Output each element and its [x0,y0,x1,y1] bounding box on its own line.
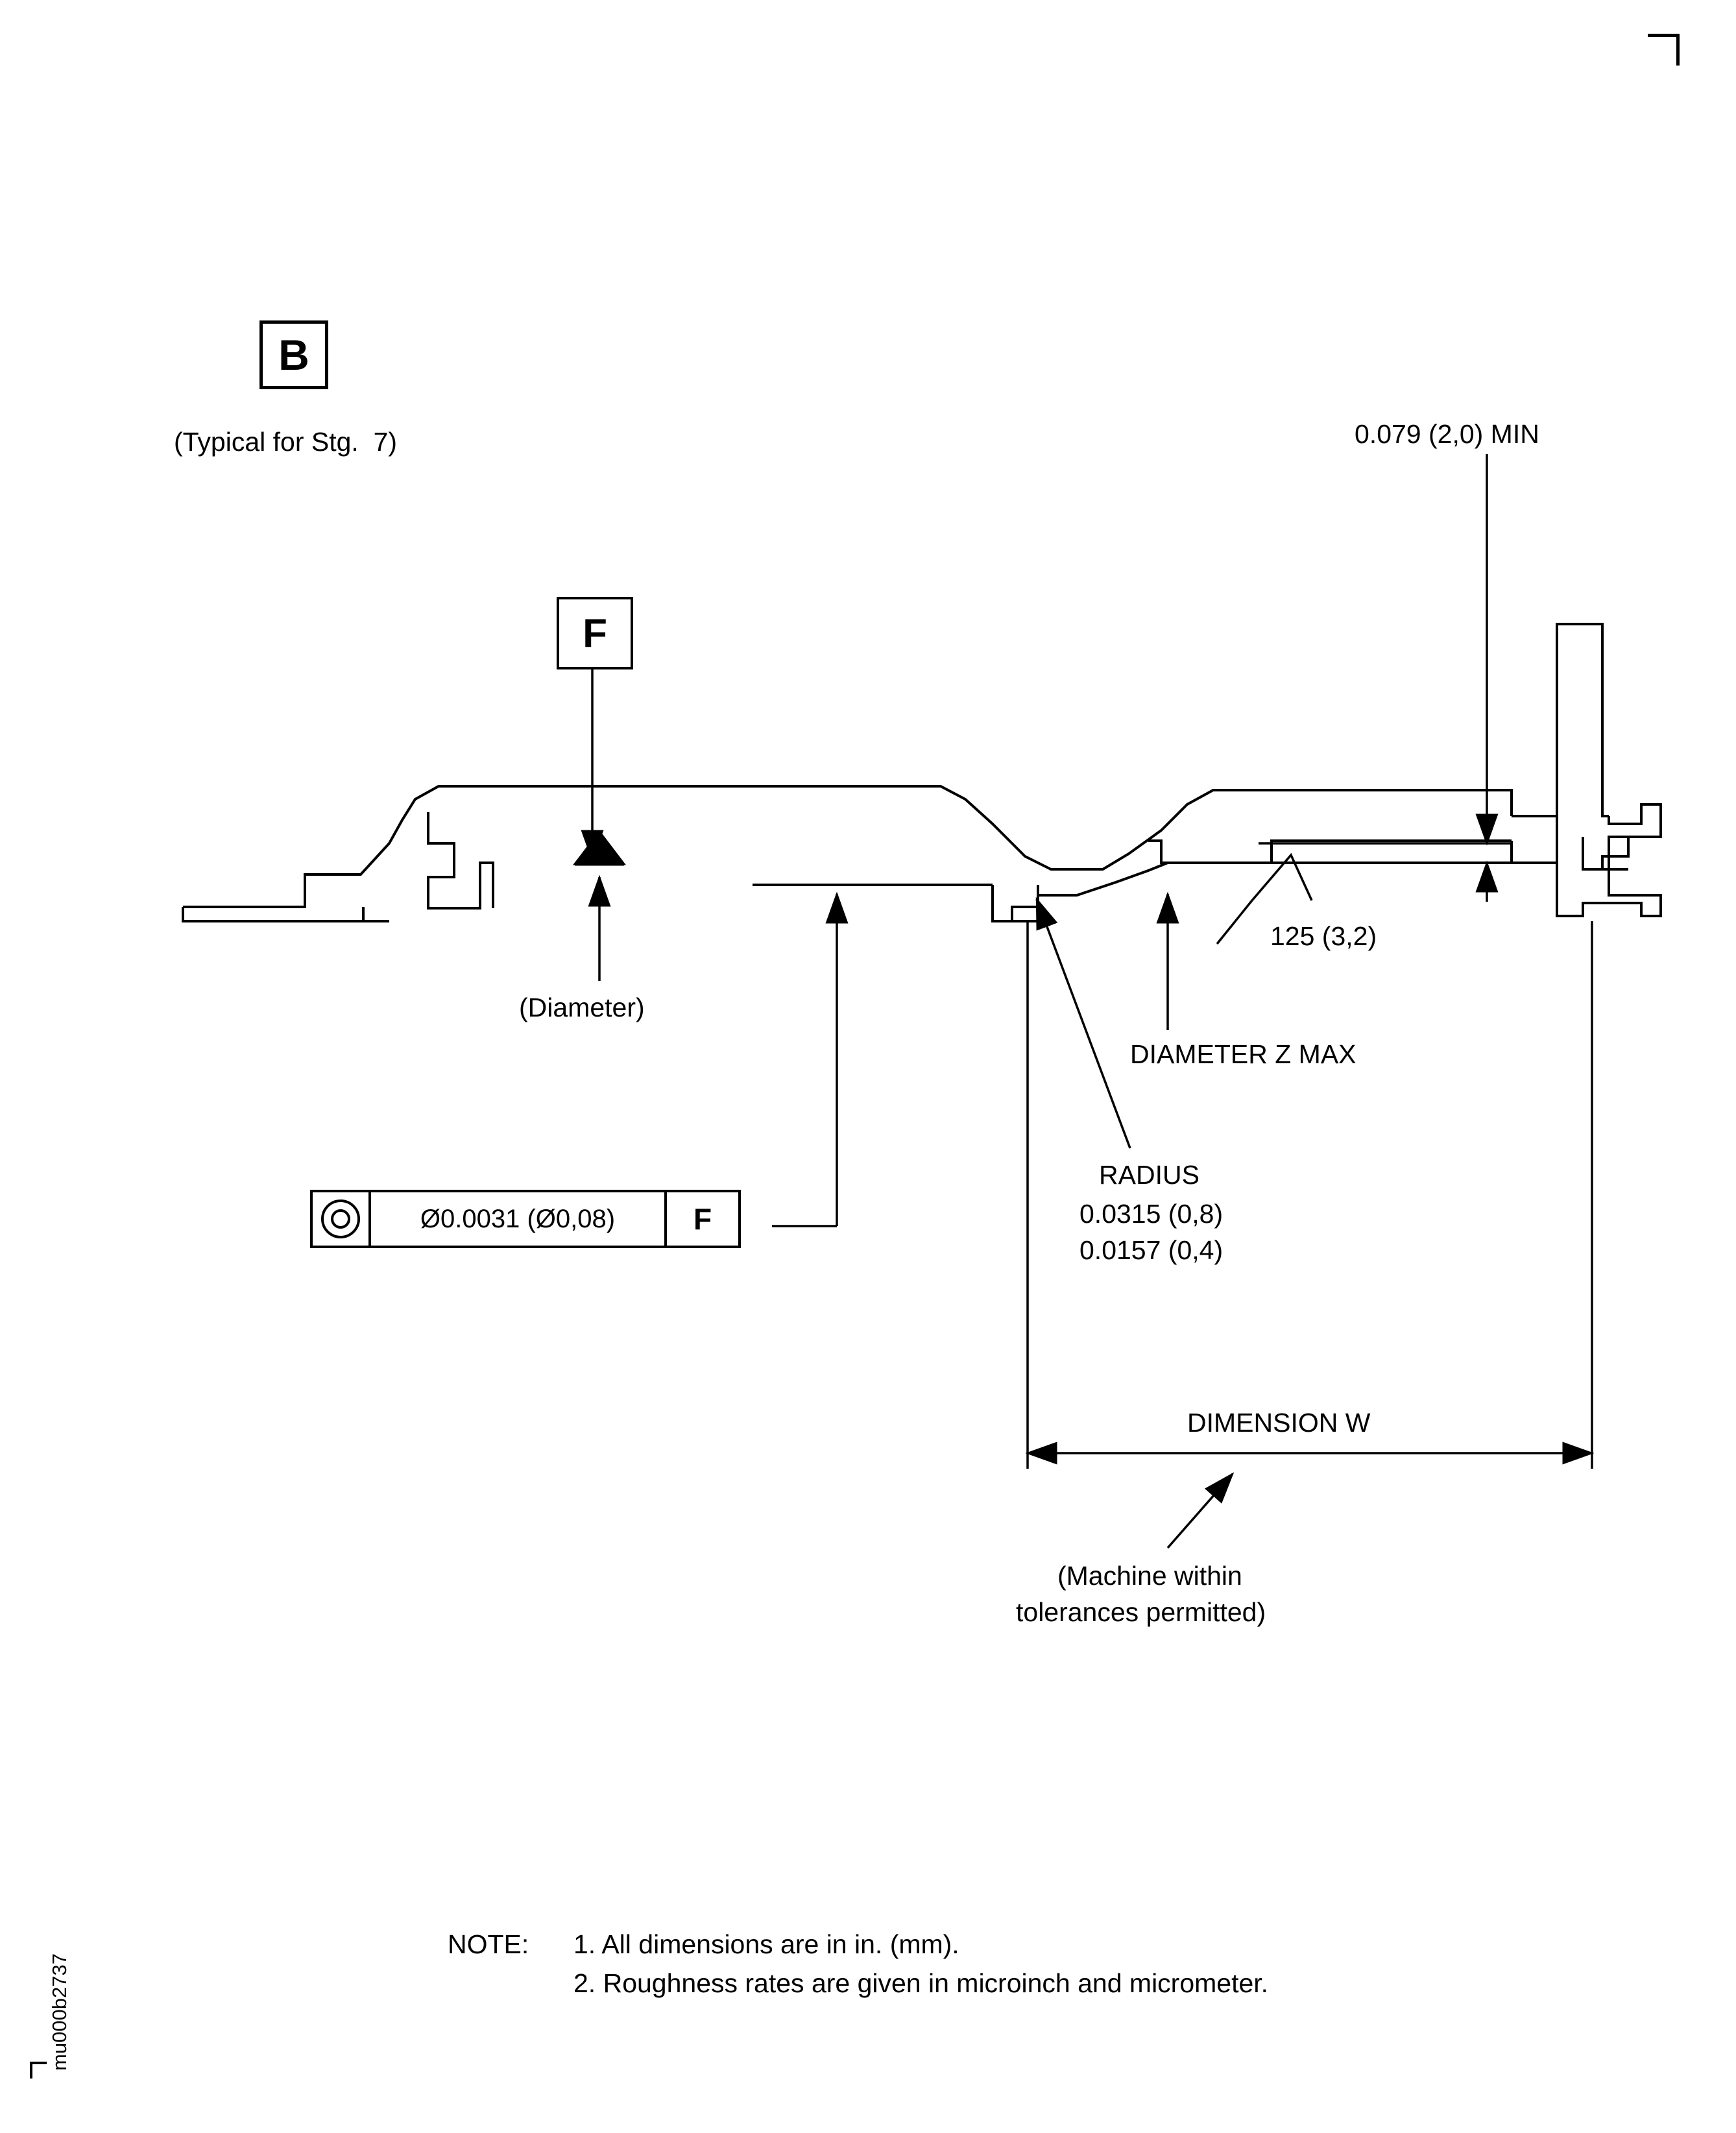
note-item-2: 2. Roughness rates are given in microinch and micrometer. [573,1968,1269,1998]
dimension-w-label: DIMENSION W [1187,1408,1371,1438]
drawing-id-label: mu000b2737 [48,1953,71,2071]
diameter-note: (Diameter) [519,993,645,1022]
notes-label: NOTE: [448,1929,529,1959]
fcf-tolerance-value: Ø0.0031 (Ø0,08) [371,1192,667,1246]
radius-min-value: 0.0157 (0,4) [1079,1235,1224,1265]
min-thickness-callout: 0.079 (2,0) MIN [1355,419,1539,449]
surface-finish-callout: 125 (3,2) [1270,921,1377,951]
datum-feature-f-letter: F [583,610,607,656]
datum-b-letter: B [278,331,309,379]
diameter-z-max-callout: DIAMETER Z MAX [1130,1039,1356,1069]
machine-note-line-2: tolerances permitted) [1016,1597,1266,1627]
radius-max-value: 0.0315 (0,8) [1079,1199,1224,1229]
machine-note-line-1: (Machine within [1057,1561,1242,1591]
radius-title: RADIUS [1099,1160,1200,1190]
datum-b-caption: (Typical for Stg. 7) [174,427,398,457]
note-item-1: 1. All dimensions are in in. (mm). [573,1929,959,1959]
fcf-datum-reference: F [693,1202,712,1236]
